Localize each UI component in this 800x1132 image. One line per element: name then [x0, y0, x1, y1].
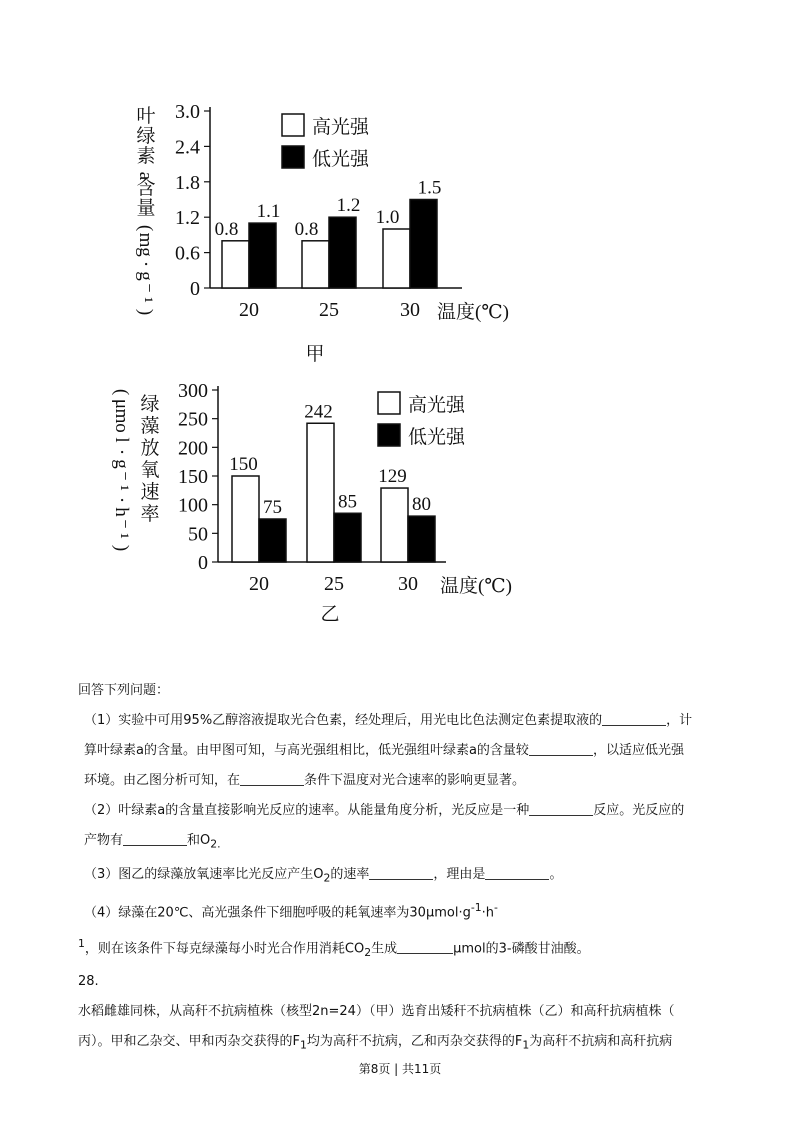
bar-low-light	[259, 519, 286, 562]
q1-part-a: （1）实验中可用95%乙醇溶液提取光合色素，经处理后，用光电比色法测定色素提取液的	[84, 713, 603, 728]
y-tick-label: 1.8	[175, 171, 200, 194]
q4-part-c: ，则在该条件下每克绿藻每小时光合作用消耗CO	[84, 940, 365, 956]
q4-part-e: μmol的3-磷酸甘油酸。	[453, 940, 590, 956]
chart-chlorophyll-a	[0, 80, 800, 370]
y-tick-label: 300	[178, 380, 208, 402]
q1-part-d: ，以适应低光强	[592, 743, 684, 758]
data-label-high-light: 129	[378, 466, 407, 488]
answer-blank[interactable]	[123, 831, 187, 846]
bar-high-light	[307, 423, 334, 562]
y-axis-unit: m	[111, 408, 132, 424]
bar-low-light	[249, 223, 276, 288]
data-label-high-light: 0.8	[294, 218, 319, 240]
chart-caption: 甲	[305, 344, 325, 365]
y-axis-title: g	[135, 271, 156, 281]
y-axis-unit: ¹	[111, 485, 132, 491]
y-axis-title: 率	[140, 504, 160, 525]
legend-label-high-light: 高光强	[408, 395, 466, 416]
q1-part-b: ，计	[666, 713, 693, 728]
q2-subscript: 2.	[210, 837, 221, 851]
q28-subscript: 1	[522, 1039, 530, 1053]
y-axis-title: 速	[140, 482, 160, 503]
y-axis-unit: ·	[111, 448, 132, 456]
y-axis-unit: h	[111, 507, 132, 517]
q4-part-a: （4）绿藻在20℃、高光强条件下细胞呼吸的耗氧速率为30μmol·g	[84, 905, 471, 921]
y-tick-label: 0.6	[175, 242, 200, 265]
bar-low-light	[334, 513, 361, 562]
legend-swatch-low-light	[378, 424, 400, 446]
question-4-cont	[78, 929, 724, 968]
y-tick-label: 2.4	[175, 136, 200, 159]
q3-part-a: （3）图乙的绿藻放氧速率比光反应产生O	[84, 866, 324, 882]
q2-part-d: 和O	[187, 833, 211, 848]
answer-blank[interactable]	[529, 801, 593, 816]
data-label-high-light: 0.8	[214, 218, 239, 240]
q2-part-a: （2）叶绿素a的含量直接影响光反应的速率。从能量角度分析，光反应是一种	[84, 803, 530, 818]
y-axis-unit: ¹	[111, 533, 132, 539]
data-label-low-light: 1.2	[336, 195, 361, 217]
bar-high-light	[232, 476, 259, 562]
q2-part-c: 产物有	[84, 833, 124, 848]
y-tick-label: 200	[178, 437, 208, 460]
x-tick-label: 20	[239, 299, 259, 321]
y-axis-title: ·	[135, 260, 156, 268]
y-axis-title: 绿	[136, 126, 156, 147]
q3-subscript: 2	[323, 871, 331, 885]
question-number-28: 28.	[78, 974, 99, 990]
question-28	[78, 997, 724, 1061]
legend-swatch-high-light	[282, 114, 304, 136]
legend-label-high-light: 高光强	[312, 117, 370, 138]
bar-low-light	[410, 200, 437, 289]
y-axis-title: 藻	[140, 416, 160, 437]
q3-part-c: ，理由是	[433, 866, 486, 882]
chart-caption: 乙	[320, 604, 340, 625]
intro-line: 回答下列问题：	[78, 683, 170, 698]
y-axis-title: )	[135, 308, 156, 316]
data-label-high-light: 1.0	[375, 207, 400, 228]
question-2	[78, 796, 724, 860]
y-axis-title: 叶	[136, 106, 156, 127]
answer-blank[interactable]	[602, 711, 666, 726]
bar-low-light	[329, 217, 356, 288]
x-tick-label: 25	[319, 299, 339, 321]
y-tick-label: 100	[178, 494, 208, 517]
legend-swatch-low-light	[282, 146, 304, 168]
data-label-low-light: 1.5	[417, 177, 442, 199]
answer-blank[interactable]	[369, 865, 433, 880]
q28-subscript: 1	[299, 1039, 307, 1053]
bar-high-light	[222, 241, 249, 288]
q1-part-e: 环境。由乙图分析可知，在	[84, 773, 241, 788]
bar-high-light	[383, 229, 410, 288]
bar-high-light	[381, 488, 408, 562]
y-tick-label: 150	[178, 466, 208, 488]
q3-part-b: 的速率	[330, 866, 370, 882]
answer-blank[interactable]	[529, 741, 593, 756]
y-axis-title: ¹	[135, 297, 156, 303]
y-axis-title: 素	[136, 146, 156, 167]
q4-superscript: -	[494, 901, 498, 915]
question-1	[78, 706, 724, 796]
y-axis-title: 含	[136, 178, 156, 199]
q2-part-b: 反应。光反应的	[593, 803, 685, 818]
q4-part-b: ·h	[481, 905, 495, 921]
y-axis-unit: l	[111, 437, 132, 443]
y-axis-unit: ⁻	[111, 518, 132, 530]
page-footer: 第8页 | 共11页	[358, 1062, 442, 1076]
x-axis-title: 温度(℃)	[437, 302, 509, 323]
y-axis-title: 量	[136, 198, 156, 219]
y-axis-unit: g	[111, 459, 132, 469]
legend-swatch-high-light	[378, 392, 400, 414]
y-axis-title: m	[135, 232, 156, 248]
answer-blank[interactable]	[240, 771, 304, 786]
y-axis-unit: ⁻	[111, 470, 132, 482]
y-axis-title: 放	[140, 438, 160, 459]
x-axis-title: 温度(℃)	[440, 576, 512, 597]
x-tick-label: 30	[398, 573, 418, 595]
data-label-high-light: 242	[304, 401, 333, 423]
data-label-low-light: 1.1	[256, 201, 281, 223]
q28-part-b: 丙）。甲和乙杂交、甲和丙杂交获得的F	[78, 1034, 300, 1050]
chart-a-svg	[0, 80, 800, 370]
data-label-low-light: 75	[263, 497, 282, 518]
y-axis-title: (	[135, 224, 156, 232]
y-axis-unit: ·	[111, 496, 132, 504]
q4-superscript: -1	[470, 901, 482, 915]
q28-part-a: 水稻雌雄同株，从高秆不抗病植株（核型2n=24）（甲）选育出矮秆不抗病植株（乙）和高秆抗病植株（	[78, 1004, 675, 1020]
data-label-low-light: 85	[338, 491, 357, 513]
y-axis-title: 氧	[140, 460, 160, 481]
y-axis-title: 绿	[140, 394, 160, 415]
q4-part-d: 生成	[371, 940, 398, 956]
y-tick-label: 1.2	[175, 207, 200, 230]
y-tick-label: 3.0	[175, 101, 200, 123]
data-label-low-light: 80	[412, 494, 431, 516]
y-tick-label: 0	[198, 552, 208, 574]
data-label-high-light: 150	[229, 454, 258, 475]
y-axis-unit: (	[111, 388, 132, 396]
q28-part-d: 为高秆不抗病和高秆抗病	[529, 1034, 673, 1050]
y-axis-title: a	[135, 171, 156, 181]
question-4	[78, 893, 724, 928]
y-tick-label: 250	[178, 408, 208, 431]
question-3	[78, 860, 724, 894]
y-axis-title: g	[135, 247, 156, 257]
q4-subscript: 2	[364, 945, 372, 959]
x-tick-label: 25	[324, 573, 344, 595]
legend-label-low-light: 低光强	[408, 427, 466, 448]
q1-part-f: 条件下温度对光合速率的影响更显著。	[304, 773, 526, 788]
q28-part-c: 均为高秆不抗病，乙和丙杂交获得的F	[306, 1034, 523, 1050]
q4-superscript: 1	[78, 936, 85, 950]
legend-label-low-light: 低光强	[312, 149, 370, 170]
question-text	[78, 676, 724, 1061]
answer-blank[interactable]	[397, 939, 453, 954]
chart-oxygen-rate	[0, 370, 800, 630]
bar-high-light	[302, 241, 329, 288]
q1-part-c: 算叶绿素a的含量。由甲图可知，与高光强组相比，低光强组叶绿素a的含量较	[84, 743, 529, 758]
y-axis-title: ⁻	[135, 282, 156, 294]
y-tick-label: 0	[190, 278, 200, 300]
x-tick-label: 20	[249, 573, 269, 595]
y-tick-label: 50	[188, 523, 208, 546]
y-axis-unit: )	[111, 544, 132, 552]
y-axis-unit: o	[111, 423, 132, 433]
bar-low-light	[408, 516, 435, 562]
q3-part-d: 。	[549, 866, 563, 882]
chart-b-svg	[0, 370, 800, 630]
answer-blank[interactable]	[485, 865, 549, 880]
y-axis-unit: μ	[111, 398, 132, 410]
x-tick-label: 30	[400, 299, 420, 321]
